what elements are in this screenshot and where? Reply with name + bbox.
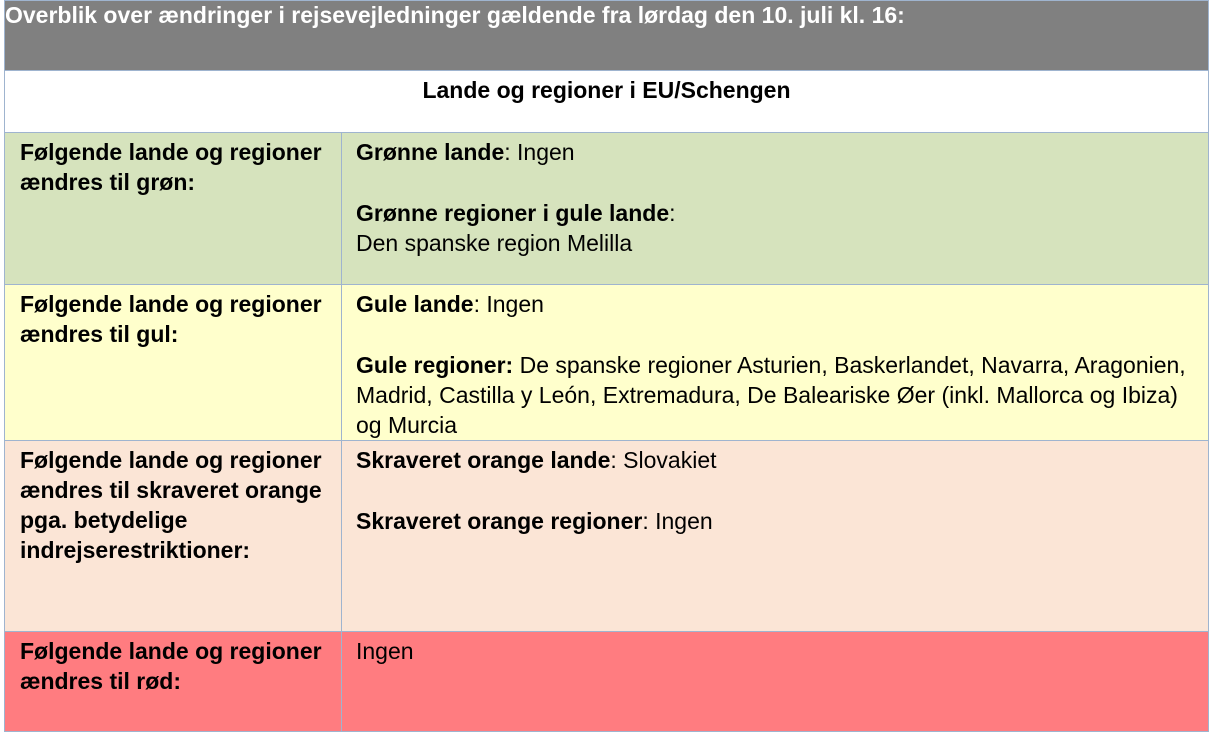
section-header-row	[5, 71, 1209, 133]
table-row-red	[5, 632, 1209, 732]
table-header-row	[5, 1, 1209, 71]
row-content-yellow	[342, 285, 1209, 441]
table-row-green	[5, 133, 1209, 285]
entry-orange-countries: Skraveret orange lande: Slovakiet	[356, 447, 717, 473]
entry-green-regions: Grønne regioner i gule lande: Den spanske region Melilla	[356, 200, 676, 256]
row-label-hatched-orange: Følgende lande og regioner ændres til skraveret orange pga. betydelige indrejserestriktioner:	[5, 441, 342, 632]
entry-yellow-countries: Gule lande: Ingen	[356, 291, 544, 317]
row-label-yellow: Følgende lande og regioner ændres til gul:	[5, 285, 342, 441]
row-content-red	[342, 632, 1209, 732]
entry-green-countries: Grønne lande: Ingen	[356, 139, 575, 165]
row-label-red: Følgende lande og regioner ændres til rød:	[5, 632, 342, 732]
table-row-yellow	[5, 285, 1209, 441]
table-title: Overblik over ændringer i rejsevejledninger gældende fra lørdag den 10. juli kl. 16:	[5, 1, 1209, 71]
travel-advisory-table	[4, 0, 1209, 732]
entry-yellow-regions: Gule regioner: De spanske regioner Asturien, Baskerlandet, Navarra, Aragonien, Madrid, Castilla y León, Extremadura, De Baleariske Øer (inkl. Mallorca og Ibiza) og Murcia	[356, 352, 1186, 438]
entry-orange-regions: Skraveret orange regioner: Ingen	[356, 508, 713, 534]
section-title: Lande og regioner i EU/Schengen	[5, 71, 1209, 133]
table-row-hatched-orange	[5, 441, 1209, 632]
row-content-hatched-orange	[342, 441, 1209, 632]
entry-red: Ingen	[356, 638, 414, 664]
row-content-green	[342, 133, 1209, 285]
row-label-green: Følgende lande og regioner ændres til grøn:	[5, 133, 342, 285]
